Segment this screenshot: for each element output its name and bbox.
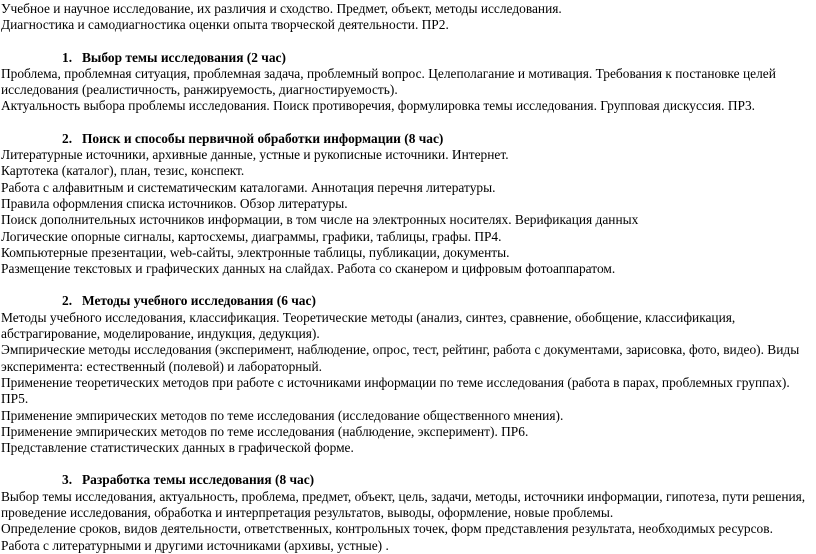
section-title: Методы учебного исследования (6 час) [82,293,316,309]
section-heading [1,472,815,488]
section-3 [1,293,815,456]
paragraph: Определение сроков, видов деятельности, ответственных, контрольных точек, форм представления результата, необходимых ресурсов. [1,521,773,537]
paragraph: Эмпирические методы исследования (эксперимент, наблюдение, опрос, тест, рейтинг, работа с документами, зарисовка, фото, видео). Виды эксперимента: естественный (полевой) и лабораторный. [1,342,800,374]
section-title: Разработка темы исследования (8 час) [82,472,315,488]
section-title: Выбор темы исследования (2 час) [82,49,286,65]
paragraph: Методы учебного исследования, классификация. Теоретические методы (анализ, синтез, сравнение, обобщение, классификация, абстрагирование, моделирование, индукция, дедукция). [1,309,736,342]
paragraph: Правила оформления списка источников. Обзор литературы. [1,195,348,211]
section-4 [1,472,815,553]
section-heading [1,50,815,66]
section-heading [1,293,815,309]
paragraph: Выбор темы исследования, актуальность, проблема, предмет, объект, цель, задачи, методы, источники информации, гипотеза, пути решения, проведение исследования, обработка и интерпретация результатов, выводы, оформление, новые проблемы. [1,488,806,521]
paragraph: Работа с литературными и другими источниками (архивы, устные) . [1,537,389,553]
section-1 [1,50,815,115]
paragraph: Работа с алфавитным и систематическим каталогами. Аннотация перечня литературы. [1,179,496,195]
section-number: 2. [62,130,73,146]
paragraph: Применение теоретических методов при работе с источниками информации по теме исследования (работа в парах, проблемных группах). ПР5. [1,374,790,407]
section-number: 1. [62,49,73,65]
paragraph: Размещение текстовых и графических данных на слайдах. Работа со сканером и цифровым фотоаппаратом. [1,261,616,277]
section-title: Поиск и способы первичной обработки информации (8 час) [82,130,444,146]
paragraph: Представление статистических данных в графической форме. [1,440,354,456]
paragraph: Актуальность выбора проблемы исследования. Поиск противоречия, формулировка темы исследования. Групповая дискуссия. ПР3. [1,98,756,114]
section-number: 2. [62,293,73,309]
intro-line-1: Учебное и научное исследование, их различия и сходство. Предмет, объект, методы исследования. [1,1,562,16]
paragraph: Поиск дополнительных источников информации, в том числе на электронных носителях. Верификация данных [1,212,639,228]
intro-line-2: Диагностика и самодиагностика оценки опыта творческой деятельности. ПР2. [1,17,449,33]
paragraph: Проблема, проблемная ситуация, проблемная задача, проблемный вопрос. Целеполагание и мотивация. Требования к постановке целей исследования (реалистичность, ранжируемость, диагностируемость). [1,65,776,98]
paragraph: Компьютерные презентации, web-сайты, электронные таблицы, публикации, документы. [1,244,510,260]
section-heading [1,131,815,147]
paragraph: Применение эмпирических методов по теме исследования (наблюдение, эксперимент). ПР6. [1,423,529,439]
paragraph: Литературные источники, архивные данные, устные и рукописные источники. Интернет. [1,147,509,163]
paragraph: Картотека (каталог), план, тезис, конспект. [1,163,245,179]
section-number: 3. [62,472,73,488]
section-2 [1,131,815,278]
paragraph: Применение эмпирических методов по теме исследования (исследование общественного мнения). [1,407,564,423]
paragraph: Логические опорные сигналы, картосхемы, диаграммы, графики, таблицы, графы. ПР4. [1,228,502,244]
